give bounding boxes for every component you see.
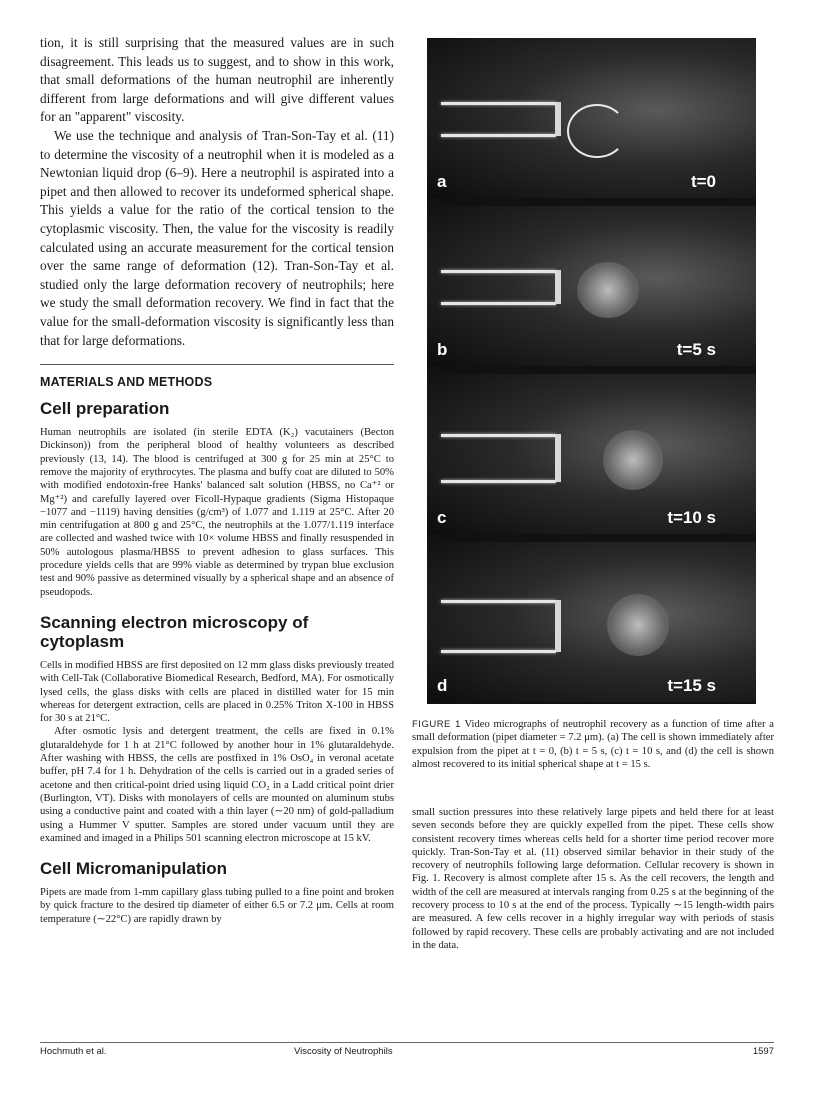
page-footer: [40, 1042, 774, 1057]
sem-heading: Scanning electron microscopy of cytoplasm: [40, 612, 309, 651]
panel-time: t=0: [690, 172, 716, 191]
micrograph-panel-a: [427, 38, 756, 198]
left-column: [40, 34, 394, 926]
neutrophil-cell: [603, 430, 663, 490]
micrograph-panel-c: [427, 374, 756, 534]
figure-caption-text: Video micrographs of neutrophil recovery as a function of time after a small deformation (pipet diameter = 7.2 μm). (a) The cell is shown immediately after expulsion from the pipet at t = 0, (b) t = 5 s, (c) t = 10 s, and (d) the cell is shown almost recovered to its initial spherical shape at t = 15 s.: [412, 719, 774, 770]
figure-caption: [412, 718, 774, 771]
footer-authors: Hochmuth et al.: [40, 1046, 107, 1057]
panel-letter: b: [437, 340, 448, 359]
pipet-tip: [555, 102, 561, 136]
cell-preparation-text: [40, 426, 394, 599]
panel-letter: c: [437, 508, 447, 527]
intro-paragraph-2: We use the technique and analysis of Tran-Son-Tay et al. (11) to determine the viscosity of a neutrophil when it is modeled as a Newtonian liquid drop (6–9). Here a neutrophil is aspirated into a pipet and then allowed to recover its undeformed spherical shape. This yields a value for the ratio of the cortical tension to the cytoplasmic viscosity. Then, the value for the viscosity is readily calculated using an accurate measurement for the cortical tension over the same range of deformation (12). Tran-Son-Tay et al. studied only the large deformation recovery of neutrophils; here we study the small deformation recovery. We find in fact that the value for the small-deformation viscosity is significantly less than that for large deformations.: [40, 127, 394, 348]
sem-paragraph-1: Cells in modified HBSS are first deposited on 12 mm glass disks previously treated with Cell-Tak (Collaborative Biomedical Research, Bedford, MA). For osmotically lysed cells, the glass disks with cells are placed in distilled water for 15 min whereas for detergent extraction, cells are placed in 0.25% Triton X-100 in HBSS for 30 s at 21°C.: [40, 659, 394, 725]
pipet-wall-lower: [441, 134, 556, 137]
pipet-wall-upper: [441, 102, 556, 105]
right-column-text: [412, 806, 774, 952]
pipet-tip: [555, 270, 561, 304]
pipet-tip: [555, 600, 561, 652]
micromanipulation-paragraph: Pipets are made from 1-mm capillary glass tubing pulled to a fine point and broken by quick fracture to the desired tip diameter of either 6.5 or 7.2 μm. Cells at room temperature (∼22°C) are rapidly drawn by: [40, 887, 394, 925]
intro-text: [40, 34, 394, 350]
micrograph-panel-d: [427, 542, 756, 702]
section-divider: [40, 364, 394, 365]
panel-time: t=10 s: [667, 508, 716, 527]
figure-1-micrographs: [427, 38, 756, 704]
sem-text: [40, 659, 394, 845]
micromanipulation-text: [40, 886, 394, 926]
figure-label: FIGURE 1: [412, 719, 461, 730]
neutrophil-cell: [577, 262, 639, 318]
panel-letter: a: [437, 172, 447, 191]
pipet-wall-lower: [441, 480, 556, 483]
footer-journal-title: Viscosity of Neutrophils: [294, 1046, 393, 1057]
sem-paragraph-2: After osmotic lysis and detergent treatment, the cells are fixed in 0.1% glutaraldehyde for 1 h at 21°C followed by another hour in 1% glutaraldehyde. After washing with HBSS, the cells are postfixed in 1% OsO₄ in veronal acetate buffer, pH 7.4 for 1 h. Dehydration of the cells is carried out in a graded series of acetone and then critical-point dried using liquid CO₂ in a Ladd critical point drier (Burlington, VT). Disks with monolayers of cells are mounted on aluminum stubs using a conductive paint and coated with a thin layer (∼20 nm) of gold-palladium using a Hummer V sputter. Samples are stored under vacuum until they are examined and imaged in a Philips 501 scanning electron microscope at 15 kV.: [40, 726, 394, 844]
cell-preparation-heading: Cell preparation: [40, 399, 170, 419]
pipet-wall-lower: [441, 302, 556, 305]
cell-preparation-paragraph: Human neutrophils are isolated (in sterile EDTA (K₂) vacutainers (Becton Dickinson)) from the peripheral blood of healthy volunteers as described previously (13, 14). The blood is centrifuged at 300 g for 25 min at 25°C to remove the majority of erythrocytes. The plasma and buffy coat are diluted to 50% with modified endotoxin-free Hanks' balanced salt solution (HBSS, no Ca⁺² or Mg⁺²) and carefully layered over Ficoll-Hypaque gradients (Sigma Histopaque −1077 and −1119) having densities (g/cm³) of 1.077 and 1.119 at 25°C. After 20 min centrifugation at 800 g and 25°C, the neutrophils at the 1.077/1.119 interface are collected and washed twice with 10× volume HBSS and finally resuspended in 50% autologous plasma/HBSS to prevent adhesion to glass surfaces. This procedure yields cells that are 99% viable as determined by trypan blue exclusion test and 90% passive as determined visually by a spherical shape and an absence of pseudopods.: [40, 427, 394, 598]
panel-letter: d: [437, 676, 448, 695]
micromanipulation-heading: Cell Micromanipulation: [40, 859, 228, 879]
panel-time: t=5 s: [676, 340, 716, 359]
pipet-wall-upper: [441, 434, 556, 437]
page-number: 1597: [752, 1046, 774, 1057]
micrograph-panel-b: [427, 206, 756, 366]
pipet-tip: [555, 434, 561, 482]
pipet-wall-upper: [441, 600, 556, 603]
recovery-paragraph: small suction pressures into these relatively large pipets and held there for at least seven seconds before they are quickly expelled from the pipet. These cells show consistent recovery times whereas cells held for a shorter time period recover more quickly. Tran-Son-Tay et al. (11) observed similar behavior in their study of the recovery of neutrophils following large deformation. Cellular recovery is shown in Fig. 1. Recovery is almost complete after 15 s. As the cell recovers, the length and width of the cell are measured at intervals ranging from 0.25 s at the beginning of the recovery process to 10 s at the end of the process. Typically ∼15 length-width pairs are measured. A few cells recover in a highly irregular way with periods of stasis followed by rapid recovery. These cells are probably activating and are not included in the data.: [412, 807, 774, 951]
pipet-wall-upper: [441, 270, 556, 273]
methods-heading: MATERIALS AND METHODS: [40, 375, 213, 390]
panel-time: t=15 s: [667, 676, 716, 695]
neutrophil-cell: [607, 594, 669, 656]
intro-paragraph-1: tion, it is still surprising that the measured values are in such disagreement. This leads us to suggest, and to show in this work, that small deformations of the human neutrophil are inherently different from large deformations and will give different values for an "apparent" viscosity.: [40, 35, 394, 125]
pipet-wall-lower: [441, 650, 556, 653]
neutrophil-cell: [567, 104, 627, 158]
